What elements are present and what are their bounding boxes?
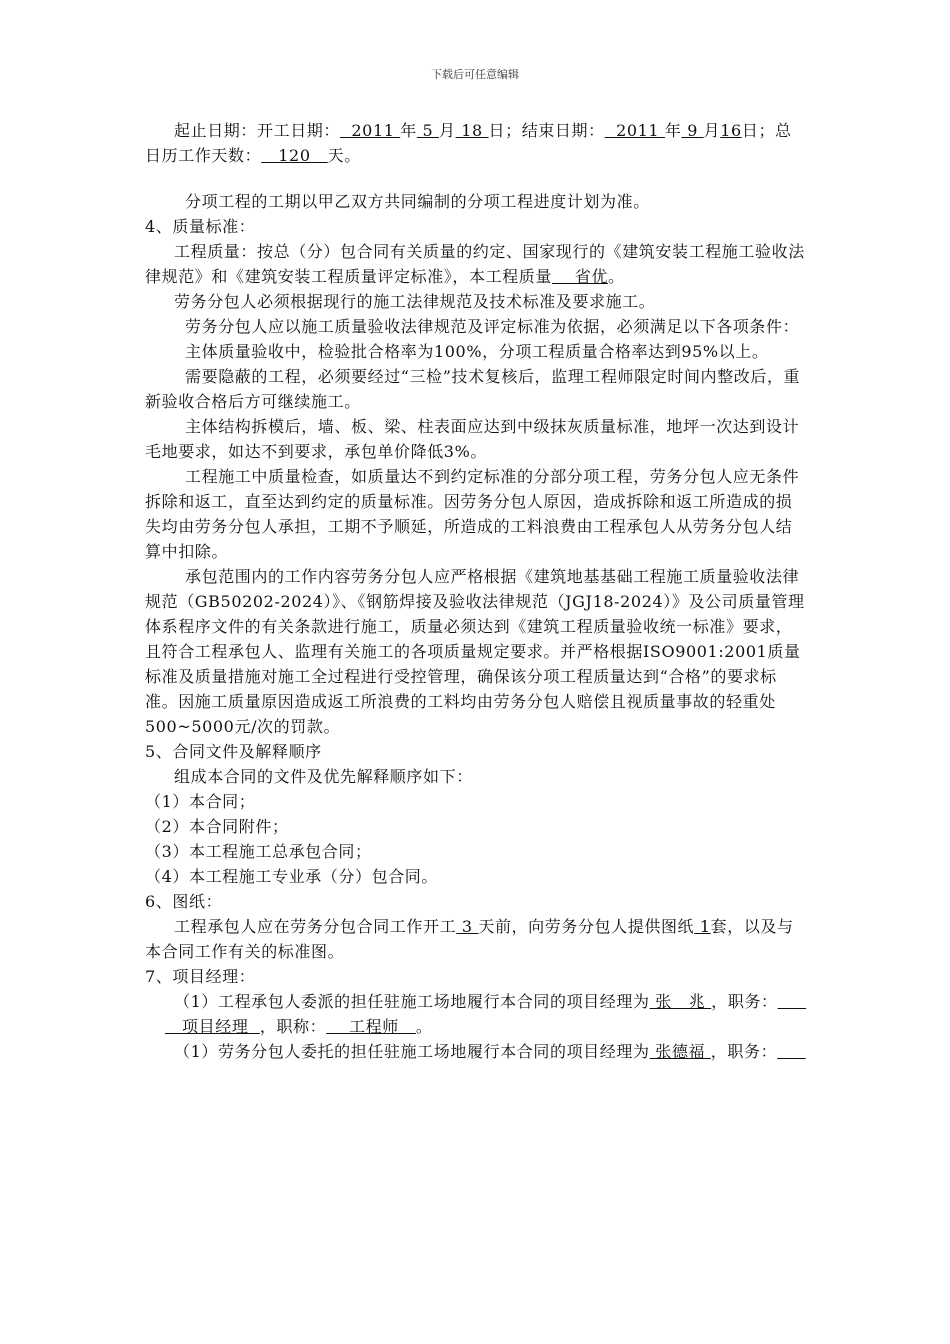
quality-paragraph-6: 主体结构拆模后，墙、板、梁、柱表面应达到中级抹灰质量标准，地坪一次达到设计毛地要求，如达不到要求，承包单价降低3%。: [145, 417, 800, 461]
drawings-heading: 6、图纸：: [145, 892, 223, 911]
spacer: [145, 168, 807, 189]
dates-prefix: 起止日期：开工日期：: [174, 121, 341, 140]
total-days: 120: [261, 146, 328, 165]
pm-contractor-paragraph: [145, 989, 807, 1014]
quality-paragraph-8: 承包范围内的工作内容劳务分包人应严格根据《建筑地基基础工程施工质量验收法律规范（GB50202-2024）》、《钢筋焊接及验收法律规范（JGJ18-2024）》及公司质量管理体系程序文件的有关条款进行施工，质量必须达到《建筑工程质量验收统一标准》要求，且符合工程承包人、监理有关施工的各项质量规定要求。并严格根据ISO9001:2001质量标准及质量措施对施工全过程进行受控管理，确保该分项工程质量达到“合格”的要求标准。因施工质量原因造成返工所浪费的工料均由劳务分包人赔偿且视质量事故的轻重处500~5000元/次的罚款。: [145, 567, 805, 736]
drawings-text-3: 套，以及与本合同工作有关的标准图。: [145, 917, 794, 961]
period: 。: [415, 1017, 433, 1036]
pm-subcontractor-text: （1）劳务分包人委托的担任驻施工场地履行本合同的项目经理为: [174, 1042, 650, 1061]
dates-paragraph: [145, 118, 807, 168]
days-unit: 天。: [327, 146, 361, 165]
quality-paragraph-5: 需要隐蔽的工程，必须要经过“三检”技术复核后，监理工程师限定时间内整改后，重新验收合格后方可继续施工。: [145, 367, 801, 411]
year-unit: 年: [664, 121, 682, 140]
document-body: [145, 118, 807, 1064]
end-year: 2011: [604, 121, 665, 140]
duty-blank: [777, 1042, 805, 1061]
drawings-text-1: 工程承包人应在劳务分包合同工作开工: [174, 917, 457, 936]
pm-contractor-post: 项目经理: [165, 1017, 260, 1036]
duty-label: 职务：: [727, 992, 778, 1011]
contract-docs-heading: 5、合同文件及解释顺序: [145, 742, 322, 761]
quality-p1-end: 。: [607, 267, 625, 286]
pm-contractor-title: 工程师: [326, 1017, 416, 1036]
end-day: 16: [720, 121, 742, 140]
quality-paragraph-2: 劳务分包人必须根据现行的施工法律规范及技术标准及要求施工。: [174, 292, 656, 311]
pm-subcontractor-name: 张德福: [649, 1042, 711, 1061]
contract-docs-item: （2）本合同附件；: [145, 817, 289, 836]
page-header-note: 下载后可任意编辑: [431, 68, 519, 81]
schedule-note: 分项工程的工期以甲乙双方共同编制的分项工程进度计划为准。: [185, 192, 650, 211]
duty-label: 职务：: [727, 1042, 778, 1061]
start-month: 5: [416, 121, 439, 140]
drawings-paragraph: [145, 914, 807, 964]
pm-subcontractor-paragraph: [145, 1039, 807, 1064]
pm-heading: 7、项目经理：: [145, 967, 256, 986]
end-month: 9: [681, 121, 704, 140]
comma: ，: [710, 1042, 728, 1061]
quality-p1-text: 工程质量：按总（分）包合同有关质量的约定、国家现行的《建筑安装工程施工验收法律规范》和《建筑安装工程质量评定标准》，本工程质量: [145, 242, 805, 286]
quality-paragraph-1: [145, 239, 807, 289]
quality-paragraph-7: 工程施工中质量检查，如质量达不到约定标准的分部分项工程，劳务分包人应无条件拆除和返工，直至达到约定的质量标准。因劳务分包人原因，造成拆除和返工所造成的损失均由劳务分包人承担，工期不予顺延，所造成的工料浪费由工程承包人从劳务分包人结算中扣除。: [145, 467, 800, 561]
drawings-text-2: 天前，向劳务分包人提供图纸: [478, 917, 695, 936]
contract-docs-intro: 组成本合同的文件及优先解释顺序如下：: [174, 767, 473, 786]
contract-docs-item: （1）本合同；: [145, 792, 256, 811]
pm-contractor-text: （1）工程承包人委派的担任驻施工场地履行本合同的项目经理为: [174, 992, 650, 1011]
comma: ，: [711, 992, 728, 1011]
drawings-days: 3: [456, 917, 479, 936]
contract-docs-item: （3）本工程施工总承包合同；: [145, 842, 372, 861]
quality-paragraph-4: 主体质量验收中，检验批合格率为100%，分项工程质量合格率达到95%以上。: [185, 342, 769, 361]
total-days-label: 日；总日历工作天数：: [145, 121, 792, 165]
drawings-sets: 1: [694, 917, 711, 936]
title-label: ，职称：: [259, 1017, 327, 1036]
quality-heading: 4、质量标准：: [145, 217, 256, 236]
year-unit: 年: [400, 121, 417, 140]
duty-blank: [778, 992, 806, 1011]
end-date-label: 日；结束日期：: [488, 121, 605, 140]
start-year: 2011: [340, 121, 401, 140]
quality-level: 省优: [552, 267, 608, 286]
month-unit: 月: [438, 121, 456, 140]
pm-contractor-name: 张 兆: [649, 992, 712, 1011]
pm-contractor-post-line: [145, 1014, 807, 1039]
contract-docs-item: （4）本工程施工专业承（分）包合同。: [145, 867, 438, 886]
start-day: 18: [455, 121, 489, 140]
month-unit: 月: [703, 121, 721, 140]
quality-paragraph-3: 劳务分包人应以施工质量验收法律规范及评定标准为依据，必须满足以下各项条件：: [185, 317, 800, 336]
